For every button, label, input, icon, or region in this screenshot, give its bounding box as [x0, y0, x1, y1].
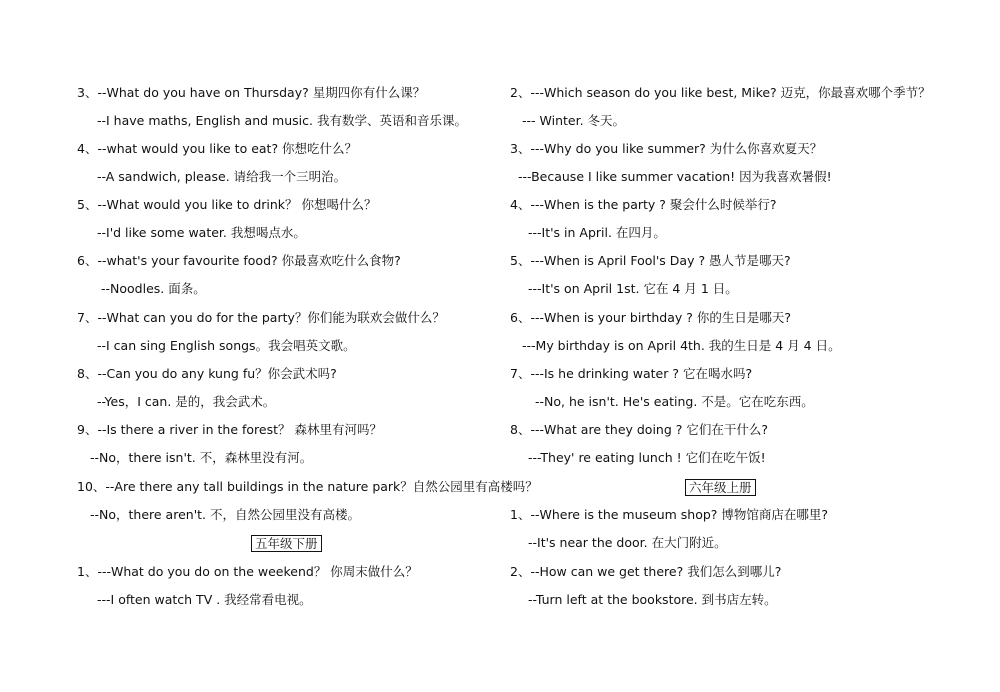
answer-line: --No, he isn't. He's eating. 不是。它在吃东西。: [535, 394, 814, 409]
answer-line: --Yes，I can. 是的，我会武术。: [97, 394, 276, 409]
question-line: 8、--Can you do any kung fu？你会武术吗?: [77, 366, 337, 381]
answer-line: ---It's on April 1st. 它在 4 月 1 日。: [528, 281, 738, 296]
question-line: 6、--what's your favourite food? 你最喜欢吃什么食物?: [77, 253, 401, 268]
question-line: 2、--How can we get there? 我们怎么到哪儿?: [510, 564, 782, 579]
question-line: 7、--What can you do for the party？你们能为联欢会做什么？: [77, 310, 445, 325]
question-line: 2、---Which season do you like best, Mike? 迈克，你最喜欢哪个季节？: [510, 85, 931, 100]
question-line: 1、--Where is the museum shop? 博物馆商店在哪里?: [510, 507, 829, 522]
question-line: 3、---Why do you like summer? 为什么你喜欢夏天？: [510, 141, 823, 156]
question-line: 10、--Are there any tall buildings in the nature park？自然公园里有高楼吗？: [77, 479, 538, 494]
question-line: 7、---Is he drinking water ? 它在喝水吗?: [510, 366, 753, 381]
answer-line: ---They' re eating lunch ! 它们在吃午饭!: [528, 450, 766, 465]
section-heading: 六年级上册: [685, 479, 756, 496]
answer-line: --I'd like some water. 我想喝点水。: [97, 225, 306, 240]
question-line: 4、--what would you like to eat? 你想吃什么？: [77, 141, 358, 156]
answer-line: ---Because I like summer vacation! 因为我喜欢暑假!: [518, 169, 832, 184]
question-line: 8、---What are they doing ? 它们在干什么?: [510, 422, 769, 437]
answer-line: --No，there aren't. 不，自然公园里没有高楼。: [90, 507, 360, 522]
question-line: 5、--What would you like to drink？ 你想喝什么？: [77, 197, 377, 212]
question-line: 9、--Is there a river in the forest？ 森林里有河吗？: [77, 422, 382, 437]
answer-line: --A sandwich, please. 请给我一个三明治。: [97, 169, 347, 184]
question-line: 5、---When is April Fool's Day ? 愚人节是哪天?: [510, 253, 791, 268]
question-line: 4、---When is the party ? 聚会什么时候举行?: [510, 197, 777, 212]
answer-line: ---I often watch TV . 我经常看电视。: [97, 592, 312, 607]
answer-line: --Noodles. 面条。: [101, 281, 206, 296]
answer-line: --- Winter. 冬天。: [522, 113, 626, 128]
answer-line: --No，there isn't. 不，森林里没有河。: [90, 450, 313, 465]
answer-line: --I have maths, English and music. 我有数学、英语和音乐课。: [97, 113, 467, 128]
answer-line: ---It's in April. 在四月。: [528, 225, 666, 240]
answer-line: --I can sing English songs。我会唱英文歌。: [97, 338, 356, 353]
answer-line: ---My birthday is on April 4th. 我的生日是 4 月 4 日。: [522, 338, 841, 353]
answer-line: --Turn left at the bookstore. 到书店左转。: [528, 592, 777, 607]
section-heading: 五年级下册: [251, 535, 322, 552]
question-line: 3、--What do you have on Thursday? 星期四你有什么课？: [77, 85, 426, 100]
answer-line: --It's near the door. 在大门附近。: [528, 535, 727, 550]
question-line: 6、---When is your birthday ? 你的生日是哪天?: [510, 310, 791, 325]
question-line: 1、---What do you do on the weekend？ 你周末做什么？: [77, 564, 418, 579]
